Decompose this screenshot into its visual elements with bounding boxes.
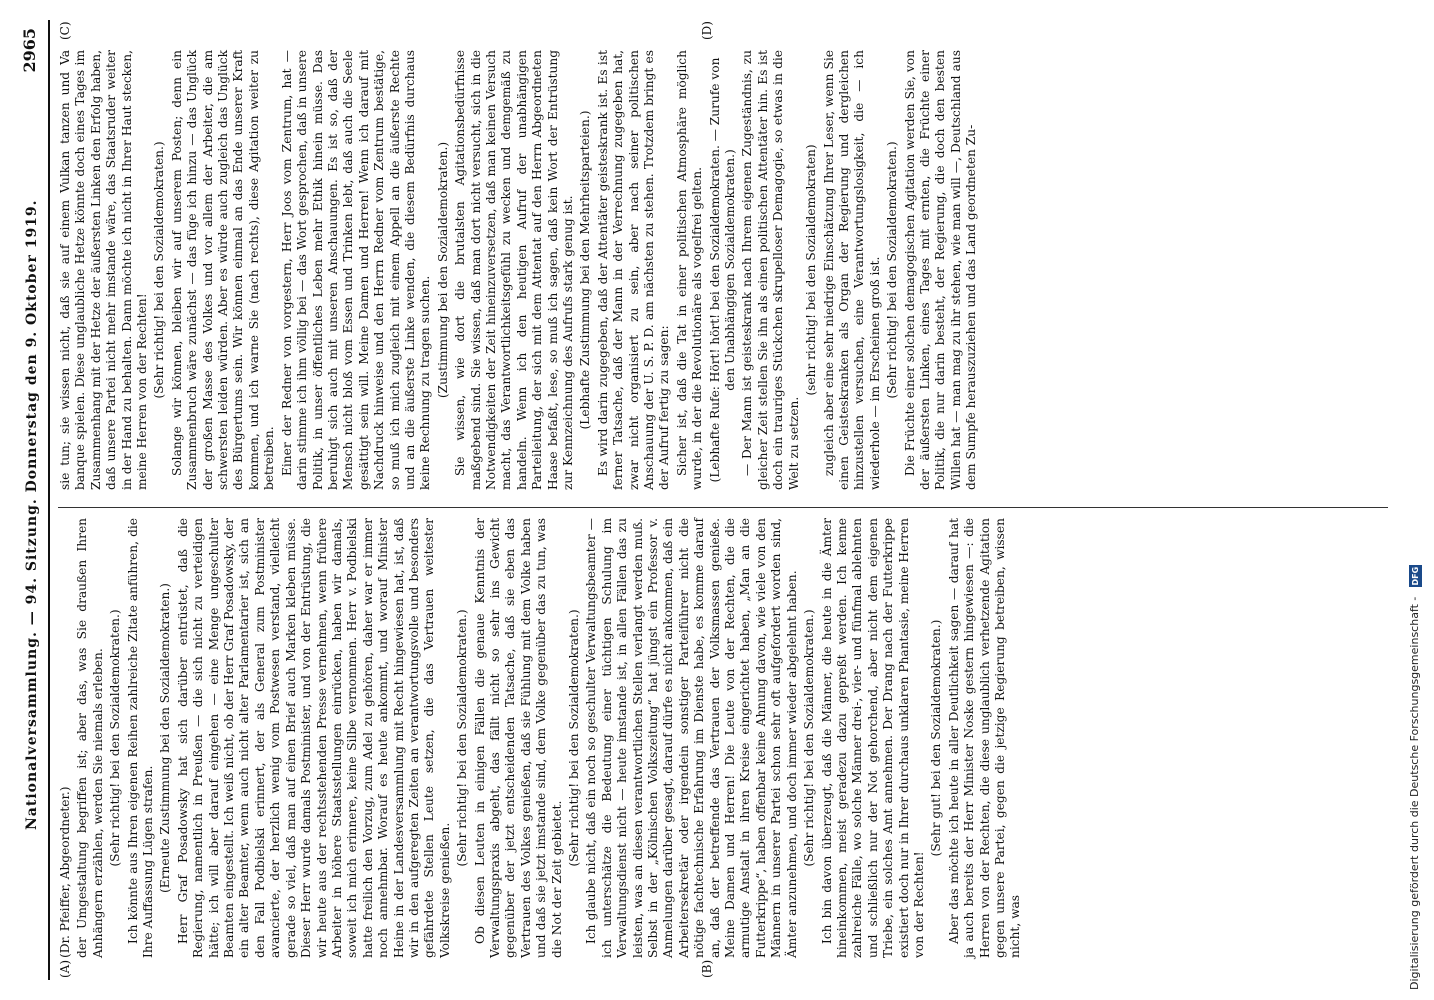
interjection: (Sehr richtig! bei den Sozialdemokraten.) bbox=[885, 141, 900, 399]
margin-marker-b: (B) bbox=[700, 959, 714, 978]
interjection: (Sehr richtig! bei den Sozialdemokraten.) bbox=[152, 141, 167, 399]
page-title: Nationalversammlung. — 94. Sitzung. Donnerstag den 9. Oktober 1919. bbox=[24, 199, 40, 830]
header-rule bbox=[48, 20, 50, 980]
interjection: (Sehr gut! bei den Sozialdemokraten.) bbox=[929, 619, 944, 857]
interjection: (Sehr richtig! bei den Sozialdemokraten.) bbox=[455, 609, 470, 867]
right-column bbox=[58, 50, 982, 490]
interjection: (Sehr richtig! bei den Sozialdemokraten.) bbox=[802, 609, 817, 867]
paragraph: Ich bin davon überzeugt, daß die Männer, die heute in die Ämter hineinkommen, meist geradezu dazu gepreßt werden. Ich kenne zahlreiche Fälle, wo solche Männer drei-, vier- und fünfmal ablehnten und schließlich nur der Not gehorchend, aber nicht dem eigenen Triebe, ein solches Amt annehmen. Der Drang nach der Futterkrippe existiert doch nur in Ihrer durchaus unklaren Phantasie, meine Herren von der Rechten! bbox=[819, 518, 926, 958]
margin-marker-c: (C) bbox=[58, 21, 72, 40]
page-footer bbox=[1408, 10, 1426, 990]
footer-credit: Digitalisierung gefördert durch die Deutsche Forschungsgemeinschaft - bbox=[1408, 596, 1421, 990]
paragraph: (Dr. Pfeiffer, Abgeordneter.) bbox=[58, 786, 72, 958]
page-number: 2965 bbox=[20, 28, 39, 73]
interjection: (Sehr richtig! bei den Sozialdemokraten.) bbox=[567, 609, 581, 867]
paragraph: zugleich aber eine sehr niedrige Einschätzung Ihrer Leser, wenn Sie einen Geisteskranken als Organ der Regierung und dergleichen hinzustellen versuchen, eine Verantwortungslosigkeit, die — ich wiederhole — im Erscheinen groß ist. bbox=[821, 50, 882, 490]
paragraph: Ob diesen Leuten in einigen Fällen die genaue Kenntnis der Verwaltungspraxis abgeht, das fällt nicht so sehr ins Gewicht gegenüber der jetzt entscheidenden Tatsache, daß sie eben das Vertrauen des Volkes genießen, daß sie Fühlung mit dem Volke haben und daß sie jetzt imstande sind, dem Volke gegenüber das zu tun, was die Not der Zeit gebietet. bbox=[472, 518, 564, 958]
paragraph: Solange wir können, bleiben wir auf unserem Posten; denn ein Zusammenbruch wäre zunächst — das füge ich hinzu — das Unglück der großen Masse des Volkes und vor allem der Arbeiter, die am schwersten leiden würden. Aber es würde auch zugleich das Unglück des Bürgertums sein. Wir können einmal an das Ende unserer Kraft kommen, und ich warne Sie (nach rechts), diese Agitation weiter zu betreiben. bbox=[169, 50, 277, 490]
interjection: (Zustimmung bei den Sozialdemokraten.) bbox=[435, 141, 450, 399]
interjection: (Lebhafte Zustimmung bei den Mehrheitsparteien.) bbox=[578, 110, 593, 430]
page-header bbox=[18, 20, 46, 980]
column-divider bbox=[58, 507, 1388, 508]
paragraph: Aber das möchte ich heute in aller Deutlichkeit sagen — darauf hat ja auch bereits der Herr Minister Noske gestern hingewiesen —: die Herren von der Rechten, die diese unglaublich verhetzende Agitation gegen unsere Partei, gegen die jetzige Regierung betreiben, wissen nicht, was bbox=[946, 518, 1023, 958]
paragraph: Sie wissen, wie dort die brutalsten Agitationsbedürfnisse maßgebend sind. Sie wissen, daß man dort nicht versucht, sich in die Notwendigkeiten der Zeit hineinzuversetzen, daß man keinen Versuch macht, das Verantwortlichkeitsgefühl zu wecken und demgemäß zu handeln. Wenn ich den heutigen Aufruf der unabhängigen Parteileitung, der sich mit dem Attentat auf den Herrn Abgeordneten Haase befaßt, lese, so muß ich sagen, daß kein Wort der Entrüstung zur Kennzeichnung des Aufrufs stark genug ist. bbox=[453, 50, 575, 490]
left-column bbox=[58, 518, 1026, 958]
paragraph: Die Früchte einer solchen demagogischen Agitation werden Sie, von der äußersten Linken, eines Tages mit ernten, die Früchte einer Politik, die nur darin besteht, der Regierung, die doch den besten Willen hat — man mag zu ihr stehen, wie man will —, Deutschland aus dem Sumpfe herauszuziehen und das Land geordneten Zu- bbox=[902, 50, 979, 490]
margin-marker-a: (A) bbox=[58, 959, 72, 978]
margin-marker-d: (D) bbox=[700, 21, 714, 40]
paragraph: — Der Mann ist geisteskrank nach Ihrem eigenen Zugeständnis, zu gleicher Zeit stellen Sie ihn als einen politischen Attentäter hin. Es ist doch ein trauriges Stückchen skrupelloser Demagogie, so etwas in die Welt zu setzen. bbox=[740, 50, 801, 490]
interjection: (Sehr richtig! bei den Sozialdemokraten.) bbox=[108, 609, 123, 867]
dfg-logo: DFG bbox=[1410, 566, 1420, 586]
paragraph: Einer der Redner von vorgestern, Herr Joos vom Zentrum, hat — darin stimme ich ihm völlig bei — das Wort gesprochen, daß in unsere Politik, in unser öffentliches Leben mehr Ethik hinein müsse. Das beruhigt sich auch mit unseren Anschauungen. Es ist so, daß der Mensch nicht bloß vom Essen und Trinken lebt, daß auch die Seele gesättigt sein will. Meine Damen und Herren! Wenn ich darauf mit Nachdruck hinweise und den Herrn Redner vom Zentrum bestätige, so muß ich mich zugleich mit einem Appell an die äußerste Rechte und an die äußerste Linke wenden, die diesem Bedürfnis durchaus keine Rechnung zu tragen suchen. bbox=[279, 50, 433, 490]
paragraph: Es wird darin zugegeben, daß der Attentäter geisteskrank ist. Es ist ferner Tatsache, daß der Mann in der Verrechnung zugegeben hat, zwar nicht organisiert zu sein, aber nach seiner politischen Anschauung der U. S. P. D. am nächsten zu stehen. Trotzdem bringt es der Aufruf fertig zu sagen: bbox=[595, 50, 672, 490]
paragraph: Herr Graf Posadowsky hat sich darüber entrüstet, daß die Regierung, namentlich in Preußen — die sich nicht zu verteidigen hätte; ich will aber darauf eingehen — eine Menge ungeschulter Beamten eingestellt. Ich weiß nicht, ob der Herr Graf Posadowsky, der ein alter Beamter, wenn auch nicht alter Parlamentarier ist, sich an den Fall Podbielski erinnert, der als General zum Postminister avancierte, der herzlich wenig vom Postwesen verstand, vielleicht gerade so viel, daß man auf einen Brief auch Marken kleben müsse. Dieser Herr wurde damals Postminister, und von der Entrüstung, die wir heute aus der rechtsstehenden Presse vernehmen, wenn frühere Arbeiter in höhere Staatsstellungen einrücken, haben wir damals, soweit ich mich erinnere, keine Silbe vernommen. Herr v. Podbielski hatte freilich den Vorzug, zum Adel zu gehören, daher war er immer noch annehmbar. Worauf es heute ankommt, und worauf Minister Heine in der Landesversammlung mit Recht hingewiesen hat, ist, daß wir in den aufgeregten Zeiten an verantwortungsvolle und besonders gefährdete Stellen Leute setzen, die das Vertrauen weitester Volkskreise genießen. bbox=[175, 518, 452, 958]
paragraph: der Umgestaltung begriffen ist; aber das, was Sie draußen Ihren Anhängern erzählen, werden Sie niemals erleben. bbox=[75, 518, 105, 958]
paragraph: sie tun; sie wissen nicht, daß sie auf einem Vulkan tanzen und Va banque spielen. Diese unglaubliche Hetze könnte doch eines Tages im Zusammenhang mit der Hetze der äußersten Linken den Erfolg haben, daß unsere Partei nicht mehr imstande wäre, das Staatsruder weiter in der Hand zu behalten. Dann möchte ich nicht in Ihrer Haut stecken, meine Herren von der Rechten! bbox=[58, 50, 150, 490]
paragraph: Sicher ist, daß die Tat in einer politischen Atmosphäre möglich wurde, in der die Revolutionäre als vogelfrei gelten. bbox=[674, 50, 705, 490]
paragraph: Ich glaube nicht, daß ein noch so geschulter Verwaltungsbeamter — ich unterschätze die Bedeutung einer tüchtigen Schulung im Verwaltungsdienst nicht — heute imstande ist, in allen Fällen das zu leisten, was an diesen verantwortlichen Stellen verlangt werden muß. Selbst in der „Kölnischen Volkszeitung“ hat jüngst ein Professor v. Anmelungen darüber gesagt, darauf dürfe es nicht ankommen, daß ein Arbeitersekretär oder irgendein sonstiger Parteiführer nicht die nötige fachtechnische Erfahrung im Dienste habe, es komme darauf an, daß der betreffende das Vertrauen der Volksmassen genieße. Meine Damen und Herren! Die Leute von der Rechten, die die armutige Anstalt in ihren Kreise eingerichtet haben, „Man an die Futterkrippe“, haben offenbar keine Ahnung davon, wie viele von den Männern in unserer Partei schon sehr oft aufgefordert worden sind, Ämter anzunehmen, und doch immer wieder abgelehnt haben. bbox=[584, 518, 799, 958]
interjection: (Lebhafte Rufe: Hört! hört! bei den Sozialdemokraten. — Zurufe von den Unabhängigen Sozialdemokraten.) bbox=[707, 57, 738, 483]
interjection: (Erneute Zustimmung bei den Sozialdemokraten.) bbox=[158, 583, 173, 893]
interjection: (sehr richtig! bei den Sozialdemokraten) bbox=[804, 144, 819, 396]
paragraph: Ich könnte aus Ihren eigenen Reihen zahlreiche Zitate anführen, die Ihre Auffassung Lügen strafen. bbox=[125, 518, 156, 958]
